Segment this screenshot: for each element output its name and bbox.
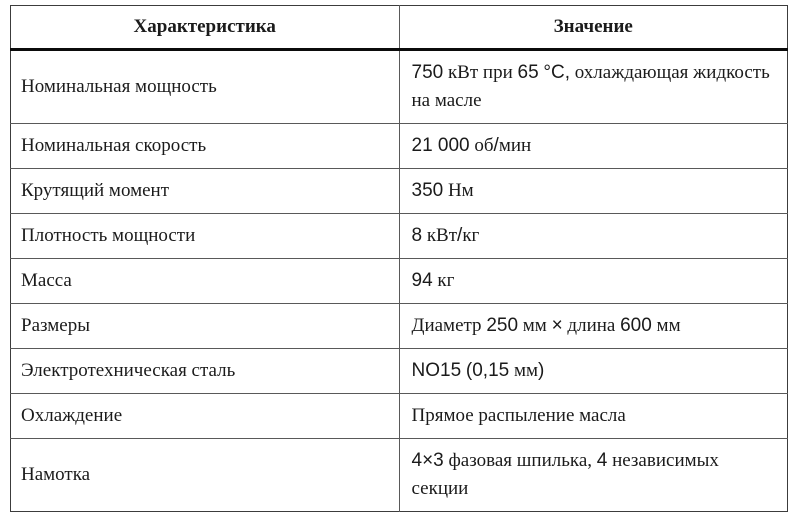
table-row <box>11 349 788 394</box>
spec-value: 21 000 об/мин <box>399 124 788 169</box>
table-row <box>11 394 788 439</box>
spec-value: NO15 (0,15 мм) <box>399 349 788 394</box>
table-row <box>11 169 788 214</box>
spec-label: Намотка <box>11 439 400 512</box>
spec-label: Номинальная мощность <box>11 50 400 124</box>
spec-label: Электротехническая сталь <box>11 349 400 394</box>
table-row <box>11 214 788 259</box>
table-row <box>11 439 788 512</box>
spec-label: Номинальная скорость <box>11 124 400 169</box>
spec-value: 750 кВт при 65 °C, охлаждающая жидкость на масле <box>399 50 788 124</box>
table-row <box>11 124 788 169</box>
spec-label: Крутящий момент <box>11 169 400 214</box>
spec-value: Диаметр 250 мм × длина 600 мм <box>399 304 788 349</box>
column-header-value: Значение <box>399 6 788 50</box>
spec-value: 4×3 фазовая шпилька, 4 независимых секции <box>399 439 788 512</box>
header-row <box>11 6 788 50</box>
spec-label: Плотность мощности <box>11 214 400 259</box>
table-row <box>11 259 788 304</box>
table-row <box>11 304 788 349</box>
spec-value: 350 Нм <box>399 169 788 214</box>
spec-label: Масса <box>11 259 400 304</box>
spec-table <box>10 5 788 512</box>
spec-value: 8 кВт/кг <box>399 214 788 259</box>
spec-value: Прямое распыление масла <box>399 394 788 439</box>
spec-label: Размеры <box>11 304 400 349</box>
spec-value: 94 кг <box>399 259 788 304</box>
spec-label: Охлаждение <box>11 394 400 439</box>
table-row <box>11 50 788 124</box>
column-header-characteristic: Характеристика <box>11 6 400 50</box>
